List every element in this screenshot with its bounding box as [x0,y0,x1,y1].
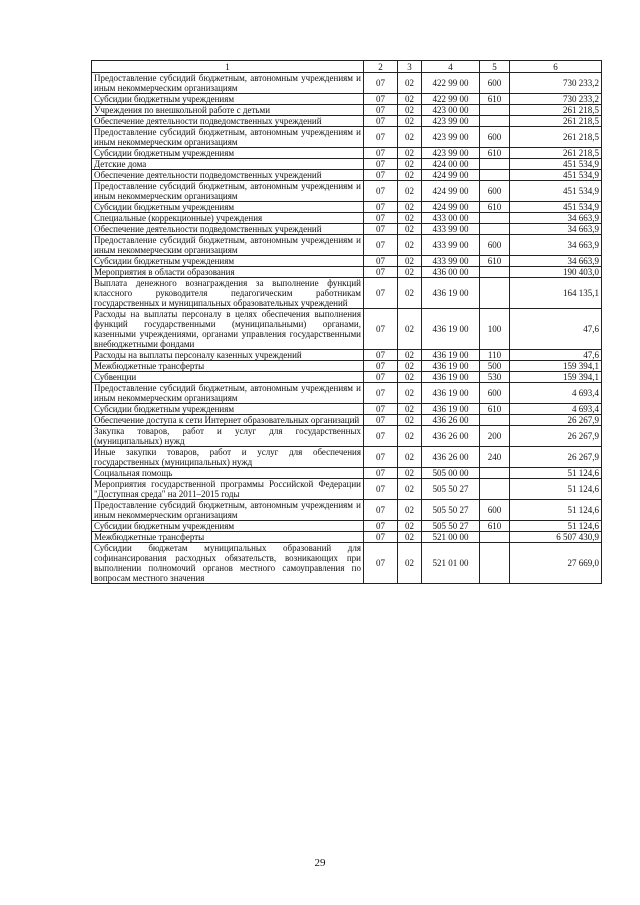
expense-type-cell [480,479,510,500]
expense-type-cell: 610 [480,202,510,213]
subsection-code-cell: 02 [398,148,422,159]
section-code-cell: 07 [364,235,398,256]
section-code-cell: 07 [364,415,398,426]
amount-cell: 4 693,4 [510,404,602,415]
expense-type-cell: 610 [480,404,510,415]
table-row [92,479,602,500]
table-row [92,372,602,383]
table-row [92,415,602,426]
target-article-cell: 505 50 27 [422,479,480,500]
subsection-code-cell: 02 [398,361,422,372]
row-name-cell: Субсидии бюджетным учреждениям [92,256,364,267]
subsection-code-cell: 02 [398,105,422,116]
section-code-cell: 07 [364,202,398,213]
table-row [92,73,602,94]
row-name-cell: Выплата денежного вознаграждения за выполнение функций классного руководителя педагогическим работникам государственных и муниципальных образовательных учреждений [92,278,364,309]
header-col-4: 4 [422,61,480,73]
row-name-cell: Межбюджетные трансферты [92,361,364,372]
target-article-cell: 436 00 00 [422,267,480,278]
target-article-cell: 433 99 00 [422,256,480,267]
row-name-cell: Предоставление субсидий бюджетным, автономным учреждениям и иным некоммерческим организациям [92,383,364,404]
target-article-cell: 505 50 27 [422,500,480,521]
subsection-code-cell: 02 [398,202,422,213]
target-article-cell: 424 99 00 [422,181,480,202]
expense-type-cell: 600 [480,383,510,404]
target-article-cell: 436 26 00 [422,426,480,447]
row-name-cell: Субсидии бюджетным учреждениям [92,94,364,105]
row-name-cell: Мероприятия государственной программы Российской Федерации "Доступная среда" на 2011–2015 годы [92,479,364,500]
target-article-cell: 424 99 00 [422,170,480,181]
subsection-code-cell: 02 [398,224,422,235]
section-code-cell: 07 [364,447,398,468]
row-name-cell: Учреждения по внешкольной работе с детьми [92,105,364,116]
section-code-cell: 07 [364,521,398,532]
expense-type-cell: 100 [480,309,510,350]
section-code-cell: 07 [364,116,398,127]
row-name-cell: Детские дома [92,159,364,170]
subsection-code-cell: 02 [398,267,422,278]
expense-type-cell: 610 [480,148,510,159]
section-code-cell: 07 [364,159,398,170]
table-row [92,148,602,159]
target-article-cell: 422 99 00 [422,73,480,94]
section-code-cell: 07 [364,532,398,543]
target-article-cell: 433 99 00 [422,224,480,235]
expense-type-cell: 240 [480,447,510,468]
section-code-cell: 07 [364,404,398,415]
section-code-cell: 07 [364,170,398,181]
section-code-cell: 07 [364,181,398,202]
target-article-cell: 436 19 00 [422,309,480,350]
subsection-code-cell: 02 [398,383,422,404]
target-article-cell: 521 00 00 [422,532,480,543]
amount-cell: 47,6 [510,309,602,350]
expense-type-cell [480,159,510,170]
amount-cell: 34 663,9 [510,235,602,256]
expense-type-cell: 200 [480,426,510,447]
expense-type-cell: 610 [480,521,510,532]
expense-type-cell [480,224,510,235]
target-article-cell: 423 99 00 [422,127,480,148]
subsection-code-cell: 02 [398,73,422,94]
table-row [92,404,602,415]
table-row [92,521,602,532]
table-row [92,361,602,372]
subsection-code-cell: 02 [398,181,422,202]
table-row [92,278,602,309]
subsection-code-cell: 02 [398,213,422,224]
section-code-cell: 07 [364,350,398,361]
target-article-cell: 436 26 00 [422,415,480,426]
expense-type-cell: 610 [480,94,510,105]
expense-type-cell: 600 [480,235,510,256]
amount-cell: 34 663,9 [510,256,602,267]
target-article-cell: 436 19 00 [422,278,480,309]
amount-cell: 730 233,2 [510,73,602,94]
subsection-code-cell: 02 [398,404,422,415]
subsection-code-cell: 02 [398,94,422,105]
section-code-cell: 07 [364,224,398,235]
row-name-cell: Субсидии бюджетным учреждениям [92,148,364,159]
amount-cell: 27 669,0 [510,543,602,584]
subsection-code-cell: 02 [398,350,422,361]
amount-cell: 164 135,1 [510,278,602,309]
subsection-code-cell: 02 [398,468,422,479]
amount-cell: 451 534,9 [510,202,602,213]
section-code-cell: 07 [364,256,398,267]
row-name-cell: Межбюджетные трансферты [92,532,364,543]
expense-type-cell: 110 [480,350,510,361]
target-article-cell: 436 26 00 [422,447,480,468]
subsection-code-cell: 02 [398,543,422,584]
row-name-cell: Обеспечение доступа к сети Интернет образовательных организаций [92,415,364,426]
table-row [92,213,602,224]
row-name-cell: Предоставление субсидий бюджетным, автономным учреждениям и иным некоммерческим организациям [92,127,364,148]
section-code-cell: 07 [364,127,398,148]
expense-type-cell: 600 [480,127,510,148]
table-row [92,127,602,148]
target-article-cell: 423 99 00 [422,116,480,127]
amount-cell: 51 124,6 [510,468,602,479]
subsection-code-cell: 02 [398,532,422,543]
section-code-cell: 07 [364,73,398,94]
table-row [92,256,602,267]
row-name-cell: Обеспечение деятельности подведомственных учреждений [92,224,364,235]
amount-cell: 159 394,1 [510,361,602,372]
table-row [92,309,602,350]
subsection-code-cell: 02 [398,116,422,127]
section-code-cell: 07 [364,267,398,278]
row-name-cell: Предоставление субсидий бюджетным, автономным учреждениям и иным некоммерческим организациям [92,500,364,521]
expense-type-cell [480,532,510,543]
expense-type-cell: 500 [480,361,510,372]
target-article-cell: 424 00 00 [422,159,480,170]
target-article-cell: 433 99 00 [422,235,480,256]
expense-type-cell [480,415,510,426]
row-name-cell: Субсидии бюджетным учреждениям [92,404,364,415]
table-header-row [92,61,602,73]
section-code-cell: 07 [364,94,398,105]
amount-cell: 451 534,9 [510,181,602,202]
expense-type-cell: 600 [480,500,510,521]
table-row [92,181,602,202]
subsection-code-cell: 02 [398,447,422,468]
table-row [92,159,602,170]
page-number: 29 [314,857,326,869]
header-col-5: 5 [480,61,510,73]
amount-cell: 34 663,9 [510,224,602,235]
target-article-cell: 505 00 00 [422,468,480,479]
expense-type-cell: 600 [480,181,510,202]
subsection-code-cell: 02 [398,170,422,181]
expense-type-cell [480,170,510,181]
table-row [92,350,602,361]
row-name-cell: Расходы на выплаты персоналу казенных учреждений [92,350,364,361]
subsection-code-cell: 02 [398,127,422,148]
table-row [92,468,602,479]
subsection-code-cell: 02 [398,256,422,267]
expense-type-cell [480,105,510,116]
amount-cell: 51 124,6 [510,479,602,500]
amount-cell: 261 218,5 [510,148,602,159]
table-row [92,116,602,127]
row-name-cell: Субвенции [92,372,364,383]
subsection-code-cell: 02 [398,521,422,532]
section-code-cell: 07 [364,500,398,521]
table-row [92,224,602,235]
target-article-cell: 521 01 00 [422,543,480,584]
table-row [92,532,602,543]
target-article-cell: 423 99 00 [422,148,480,159]
expense-type-cell [480,116,510,127]
table-row [92,105,602,116]
row-name-cell: Предоставление субсидий бюджетным, автономным учреждениям и иным некоммерческим организациям [92,181,364,202]
row-name-cell: Расходы на выплаты персоналу в целях обеспечения выполнения функций государственными (муниципальными) органами, казенными учреждениями, органами управления государственными внебюджетными фондами [92,309,364,350]
section-code-cell: 07 [364,278,398,309]
subsection-code-cell: 02 [398,278,422,309]
expense-type-cell [480,213,510,224]
header-col-2: 2 [364,61,398,73]
expense-type-cell [480,543,510,584]
row-name-cell: Обеспечение деятельности подведомственных учреждений [92,170,364,181]
amount-cell: 6 507 430,9 [510,532,602,543]
table-row [92,94,602,105]
amount-cell: 451 534,9 [510,170,602,181]
amount-cell: 4 693,4 [510,383,602,404]
row-name-cell: Субсидии бюджетам муниципальных образований для софинансирования расходных обязательств, возникающих при выполнении полномочий органов местного самоуправления по вопросам местного значения [92,543,364,584]
header-col-3: 3 [398,61,422,73]
table-row [92,543,602,584]
amount-cell: 261 218,5 [510,116,602,127]
subsection-code-cell: 02 [398,500,422,521]
table-body [92,73,602,584]
row-name-cell: Предоставление субсидий бюджетным, автономным учреждениям и иным некоммерческим организациям [92,73,364,94]
target-article-cell: 436 19 00 [422,361,480,372]
budget-table [91,60,602,584]
row-name-cell: Специальные (коррекционные) учреждения [92,213,364,224]
section-code-cell: 07 [364,372,398,383]
target-article-cell: 436 19 00 [422,404,480,415]
target-article-cell: 433 00 00 [422,213,480,224]
row-name-cell: Иные закупки товаров, работ и услуг для обеспечения государственных (муниципальных) нужд [92,447,364,468]
target-article-cell: 422 99 00 [422,94,480,105]
section-code-cell: 07 [364,105,398,116]
amount-cell: 51 124,6 [510,521,602,532]
section-code-cell: 07 [364,213,398,224]
section-code-cell: 07 [364,361,398,372]
expense-type-cell [480,267,510,278]
row-name-cell: Мероприятия в области образования [92,267,364,278]
target-article-cell: 505 50 27 [422,521,480,532]
subsection-code-cell: 02 [398,426,422,447]
expense-type-cell [480,278,510,309]
header-col-1: 1 [92,61,364,73]
subsection-code-cell: 02 [398,415,422,426]
amount-cell: 34 663,9 [510,213,602,224]
amount-cell: 451 534,9 [510,159,602,170]
subsection-code-cell: 02 [398,479,422,500]
amount-cell: 26 267,9 [510,447,602,468]
subsection-code-cell: 02 [398,159,422,170]
amount-cell: 190 403,0 [510,267,602,278]
table-row [92,383,602,404]
table-row [92,500,602,521]
expense-type-cell: 530 [480,372,510,383]
section-code-cell: 07 [364,148,398,159]
expense-type-cell: 600 [480,73,510,94]
amount-cell: 47,6 [510,350,602,361]
amount-cell: 261 218,5 [510,127,602,148]
amount-cell: 51 124,6 [510,500,602,521]
amount-cell: 261 218,5 [510,105,602,116]
table-row [92,426,602,447]
expense-type-cell: 610 [480,256,510,267]
expense-type-cell [480,468,510,479]
target-article-cell: 423 00 00 [422,105,480,116]
subsection-code-cell: 02 [398,372,422,383]
target-article-cell: 436 19 00 [422,372,480,383]
table-row [92,170,602,181]
amount-cell: 159 394,1 [510,372,602,383]
table-row [92,267,602,278]
row-name-cell: Обеспечение деятельности подведомственных учреждений [92,116,364,127]
target-article-cell: 436 19 00 [422,383,480,404]
section-code-cell: 07 [364,468,398,479]
section-code-cell: 07 [364,479,398,500]
section-code-cell: 07 [364,543,398,584]
subsection-code-cell: 02 [398,309,422,350]
target-article-cell: 436 19 00 [422,350,480,361]
table-row [92,235,602,256]
row-name-cell: Субсидии бюджетным учреждениям [92,202,364,213]
target-article-cell: 424 99 00 [422,202,480,213]
subsection-code-cell: 02 [398,235,422,256]
amount-cell: 730 233,2 [510,94,602,105]
table-row [92,202,602,213]
row-name-cell: Социальная помощь [92,468,364,479]
header-col-6: 6 [510,61,602,73]
row-name-cell: Предоставление субсидий бюджетным, автономным учреждениям и иным некоммерческим организациям [92,235,364,256]
row-name-cell: Закупка товаров, работ и услуг для государственных (муниципальных) нужд [92,426,364,447]
section-code-cell: 07 [364,309,398,350]
amount-cell: 26 267,9 [510,426,602,447]
row-name-cell: Субсидии бюджетным учреждениям [92,521,364,532]
section-code-cell: 07 [364,426,398,447]
section-code-cell: 07 [364,383,398,404]
table-row [92,447,602,468]
amount-cell: 26 267,9 [510,415,602,426]
